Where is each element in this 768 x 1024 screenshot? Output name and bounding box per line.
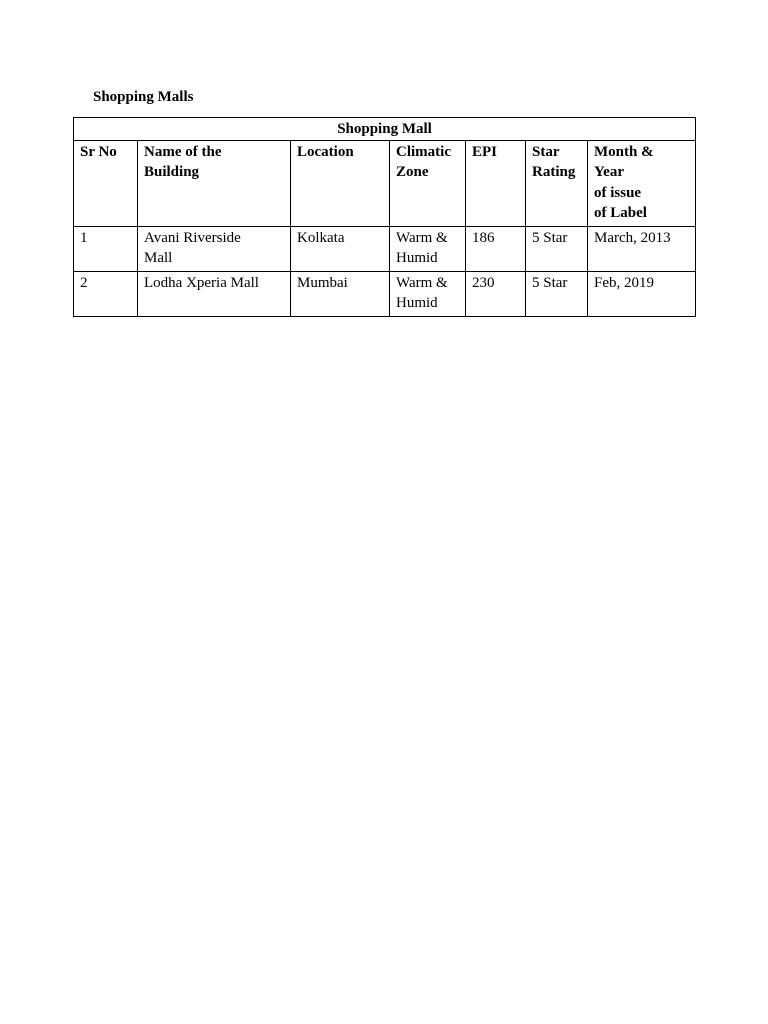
cell-month-year: Feb, 2019	[588, 271, 696, 316]
table-header-row	[74, 140, 696, 226]
cell-location: Mumbai	[291, 271, 390, 316]
table-row	[74, 271, 696, 316]
cell-month-year: March, 2013	[588, 226, 696, 271]
cell-climatic-zone-line2: Humid	[396, 295, 438, 311]
header-month-year-line4: of Label	[594, 205, 647, 221]
cell-climatic-zone-line1: Warm &	[396, 274, 448, 291]
cell-building-name-line1: Avani Riverside	[144, 229, 241, 246]
cell-climatic-zone-line1: Warm &	[396, 229, 448, 246]
cell-location: Kolkata	[291, 226, 390, 271]
cell-climatic-zone	[390, 226, 466, 271]
header-climatic-zone-line1: Climatic	[396, 143, 451, 160]
header-building-name-line2: Building	[144, 164, 200, 180]
header-climatic-zone-line2: Zone	[396, 164, 429, 180]
header-location: Location	[291, 140, 390, 226]
table-caption-row	[74, 118, 696, 141]
header-star-rating-line2: Rating	[532, 164, 576, 180]
header-month-year	[588, 140, 696, 226]
header-star-rating	[526, 140, 588, 226]
header-epi: EPI	[466, 140, 526, 226]
header-building-name	[138, 140, 291, 226]
cell-sr-no: 1	[74, 226, 138, 271]
cell-building-name-line1: Lodha Xperia Mall	[144, 274, 259, 291]
cell-building-name	[138, 226, 291, 271]
cell-star-rating: 5 Star	[526, 271, 588, 316]
header-star-rating-line1: Star	[532, 143, 560, 160]
cell-star-rating: 5 Star	[526, 226, 588, 271]
header-month-year-line1: Month &	[594, 143, 654, 160]
cell-climatic-zone	[390, 271, 466, 316]
cell-building-name	[138, 271, 291, 316]
header-climatic-zone	[390, 140, 466, 226]
cell-epi: 186	[466, 226, 526, 271]
page-heading: Shopping Malls	[93, 89, 194, 105]
cell-sr-no: 2	[74, 271, 138, 316]
header-sr-no: Sr No	[74, 140, 138, 226]
header-month-year-line2: Year	[594, 164, 624, 180]
shopping-mall-table	[73, 117, 696, 317]
cell-building-name-line2: Mall	[144, 250, 173, 266]
table-caption: Shopping Mall	[74, 118, 696, 141]
cell-epi: 230	[466, 271, 526, 316]
table-row	[74, 226, 696, 271]
header-building-name-line1: Name of the	[144, 143, 222, 160]
header-month-year-line3: of issue	[594, 184, 642, 201]
cell-climatic-zone-line2: Humid	[396, 250, 438, 266]
